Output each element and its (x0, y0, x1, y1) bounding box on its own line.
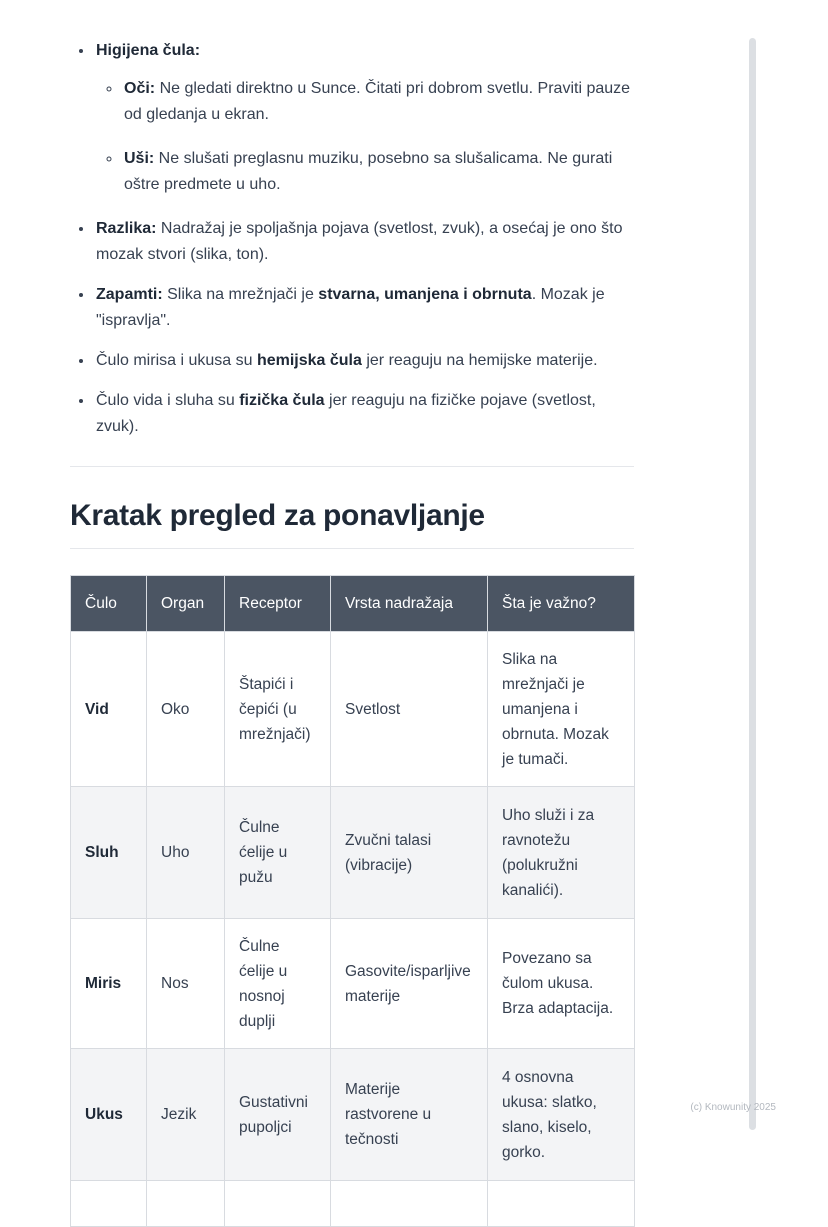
header-cell-vazno: Šta je važno? (488, 576, 635, 632)
bold-inline: stvarna, umanjena i obrnuta (318, 286, 532, 303)
scrollbar[interactable] (749, 38, 756, 1130)
cell-vazno: Uho služi i za ravnotežu (polukružni kanalići). (488, 787, 635, 919)
cell-culo: Vid (71, 632, 147, 787)
item-text: jer reaguju na hemijske materije. (361, 352, 598, 369)
cell-nadrazaj: Gasovite/isparljive materije (331, 919, 488, 1049)
item-text: Čulo mirisa i ukusa su (96, 352, 257, 369)
table-row-sluh (71, 787, 635, 919)
cell-organ: Uho (147, 787, 225, 919)
hygiene-sublist (96, 76, 634, 198)
cell-receptor: Čulne ćelije u pužu (225, 787, 331, 919)
item-text: . Mozak je "ispravlja". (96, 286, 605, 329)
bold-inline: hemijska čula (256, 352, 362, 369)
header-cell-organ: Organ (147, 576, 225, 632)
cell-vazno: 4 osnovna ukusa: slatko, slano, kiselo, gorko. (488, 1049, 635, 1181)
bold-label: Razlika: (96, 220, 157, 237)
cell-receptor: Čulne ćelije u nosnoj duplji (225, 919, 331, 1049)
cell-organ: Nos (147, 919, 225, 1049)
cell-nadrazaj: Svetlost (331, 632, 488, 787)
bold-inline: fizička čula (239, 392, 325, 409)
item-text: jer reaguju na fizičke pojave (svetlost, zvuk). (96, 392, 596, 435)
notes-list (70, 38, 634, 440)
list-item-zapamti (94, 282, 634, 334)
cell-culo: Ukus (71, 1049, 147, 1181)
item-text: Čulo vida i sluha su (96, 392, 240, 409)
item-text: Ne slušati preglasnu muziku, posebno sa slušalicama. Ne gurati oštre predmete u uho. (124, 150, 613, 193)
table-row-ukus (71, 1049, 635, 1181)
cell-vazno: Povezano sa čulom ukusa. Brza adaptacija. (488, 919, 635, 1049)
sub-item-eyes (122, 76, 634, 128)
table-row-vid (71, 632, 635, 787)
cell-nadrazaj: Zvučni talasi (vibracije) (331, 787, 488, 919)
item-text: Ne gledati direktno u Sunce. Čitati pri dobrom svetlu. Praviti pauze od gledanja u ekran. (124, 80, 631, 123)
bold-label: Oči: (124, 80, 156, 97)
header-cell-receptor: Receptor (225, 576, 331, 632)
table-header-row (71, 576, 635, 632)
document-content (70, 38, 634, 1227)
section-divider (70, 466, 634, 467)
cell-receptor: Gustativni pupoljci (225, 1049, 331, 1181)
cell-culo: Miris (71, 919, 147, 1049)
footer-credit: (c) Knowunity 2025 (690, 1102, 776, 1113)
cell-vazno: Slika na mrežnjači je umanjena i obrnuta. Mozak je tumači. (488, 632, 635, 787)
page-title: Kratak pregled za ponavljanje (70, 497, 634, 549)
list-item-hygiene (94, 38, 634, 198)
cell-receptor: Štapići i čepići (u mrežnjači) (225, 632, 331, 787)
bold-label: Higijena čula: (96, 42, 201, 59)
table-row-miris (71, 919, 635, 1049)
cell-organ: Jezik (147, 1049, 225, 1181)
item-text: Slika na mrežnjači je (162, 286, 319, 303)
cell-organ: Oko (147, 632, 225, 787)
list-item-hemijska (94, 348, 634, 374)
summary-table (70, 575, 635, 1227)
header-cell-culo: Čulo (71, 576, 147, 632)
cell-nadrazaj: Materije rastvorene u tečnosti (331, 1049, 488, 1181)
cell-culo: Sluh (71, 787, 147, 919)
bold-label: Uši: (124, 150, 155, 167)
item-text: Nadražaj je spoljašnja pojava (svetlost, zvuk), a osećaj je ono što mozak stvori (slika, ton). (96, 220, 623, 263)
sub-item-ears (122, 146, 634, 198)
list-item-razlika (94, 216, 634, 268)
bold-label: Zapamti: (96, 286, 163, 303)
table-row-partial (71, 1181, 635, 1227)
header-cell-nadrazaj: Vrsta nadražaja (331, 576, 488, 632)
list-item-fizicka (94, 388, 634, 440)
